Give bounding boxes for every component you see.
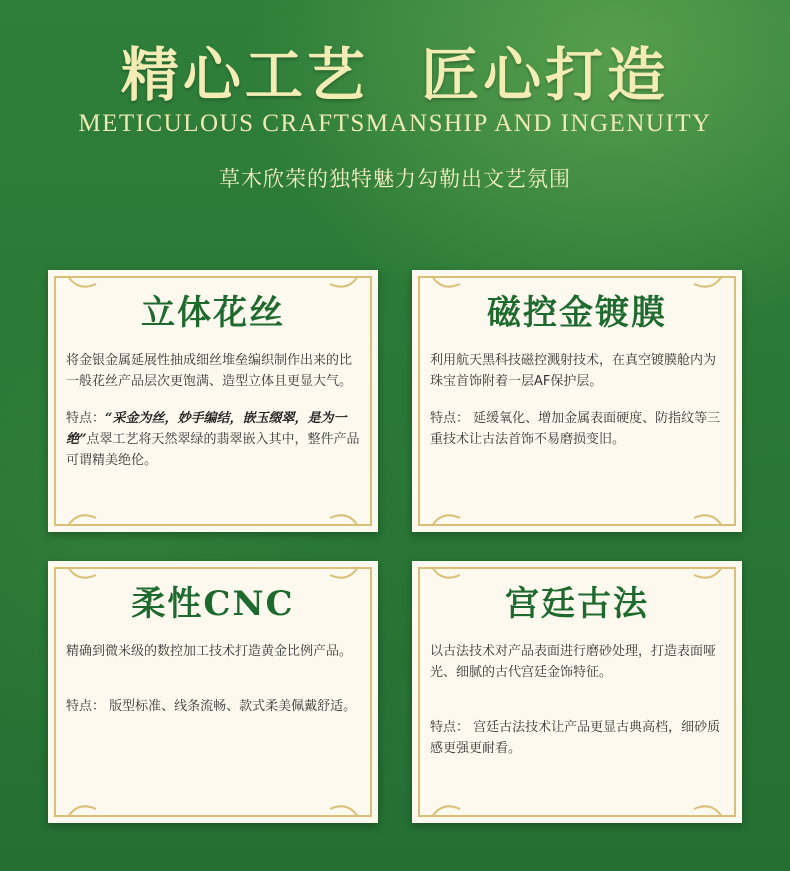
card-heading: 磁控金镀膜	[487, 293, 667, 333]
card-feature	[48, 408, 378, 471]
card-feature	[48, 696, 378, 717]
feature-prefix: 特点：	[430, 411, 470, 426]
craft-card-magnetron-coating	[412, 270, 742, 532]
feature-text: 版型标准、线条流畅、款式柔美佩戴舒适。	[105, 699, 357, 714]
feature-prefix: 特点：	[430, 720, 470, 735]
page-subtitle-english: METICULOUS CRAFTSMANSHIP AND INGENUITY	[78, 110, 712, 137]
card-description: 将金银金属延展性抽成细丝堆垒编织制作出来的比一般花丝产品层次更饱满、造型立体且更显大气。	[66, 353, 353, 389]
card-description: 以古法技术对产品表面进行磨砂处理，打造表面哑光、细腻的古代宫廷金饰特征。	[430, 644, 717, 680]
craft-card-filigree	[48, 270, 378, 532]
page-title: 精心工艺 匠心打造	[120, 41, 670, 109]
craft-card-palace-ancient-method	[412, 561, 742, 823]
card-feature	[412, 408, 742, 450]
feature-text: 延缓氧化、增加金属表面硬度、防指纹等三重技术让古法首饰不易磨损变旧。	[430, 411, 721, 447]
card-description: 利用航天黑科技磁控溅射技术，在真空镀膜舱内为珠宝首饰附着一层AF保护层。	[430, 353, 717, 389]
card-heading: 柔性CNC	[131, 584, 295, 624]
card-heading: 立体花丝	[141, 293, 285, 333]
page-tagline: 草木欣荣的独特魅力勾勒出文艺氛围	[219, 167, 571, 191]
card-description: 精确到微米级的数控加工技术打造黄金比例产品。	[66, 644, 353, 659]
card-feature	[412, 717, 742, 759]
feature-quote: “采金为丝，妙手编结，嵌玉缀翠，是为一绝”	[66, 411, 347, 447]
feature-prefix: 特点：	[66, 699, 106, 714]
card-heading: 宫廷古法	[505, 584, 649, 624]
craft-card-flexible-cnc	[48, 561, 378, 823]
feature-text: 宫廷古法技术让产品更显古典高档，细砂质感更强更耐看。	[430, 720, 721, 756]
feature-text: 点翠工艺将天然翠绿的翡翠嵌入其中，整件产品可谓精美绝伦。	[66, 432, 360, 468]
feature-prefix: 特点：	[66, 411, 106, 426]
